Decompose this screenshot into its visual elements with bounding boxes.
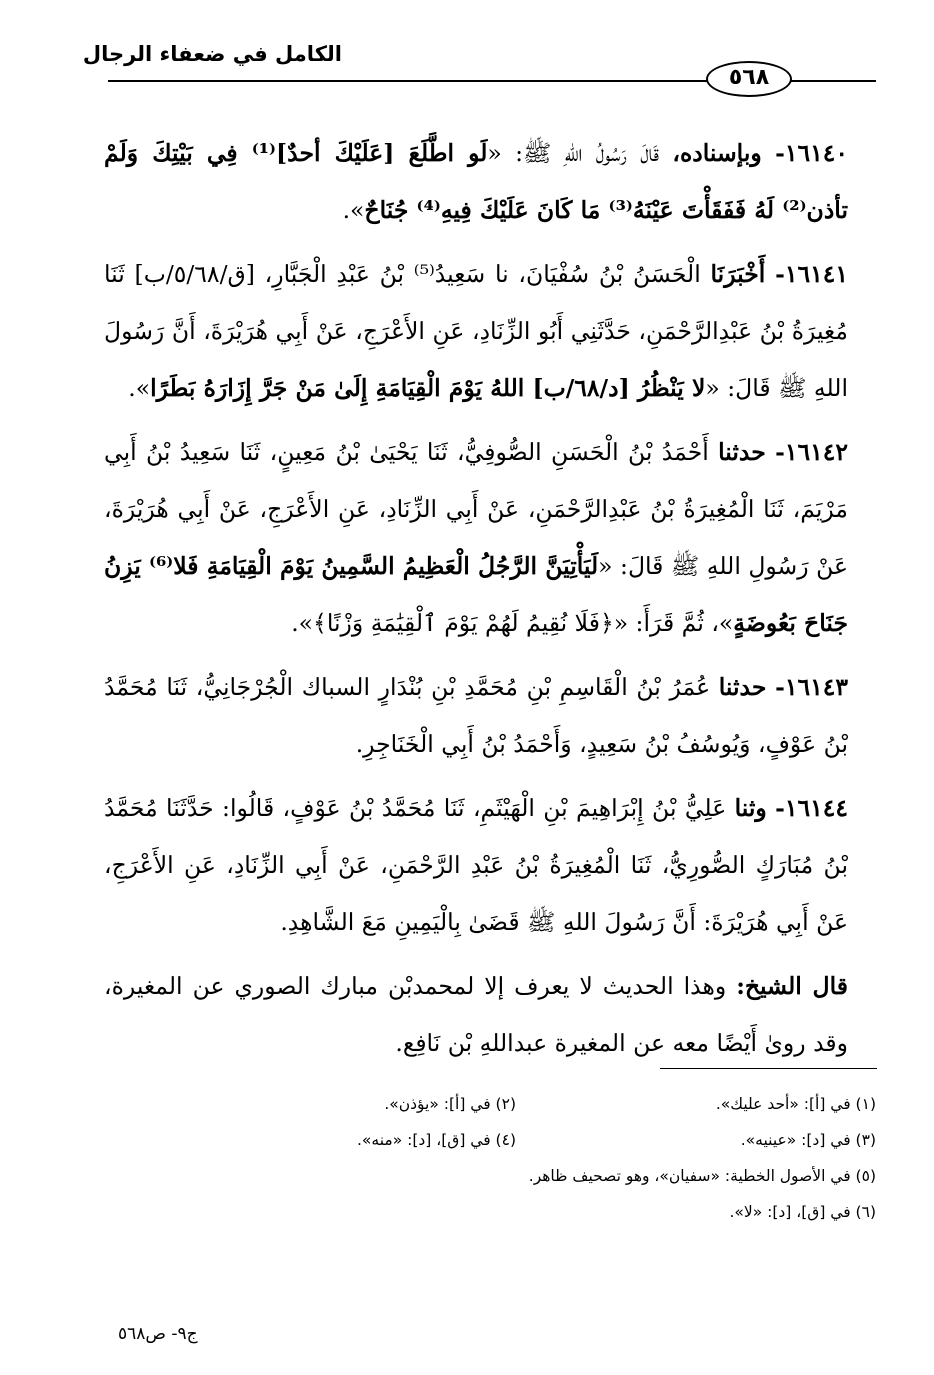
sheikh-comment [104, 958, 848, 1072]
footnote-separator [660, 1068, 877, 1069]
paragraph-text: أَحْمَدُ بْنُ الْحَسَنِ الصُّوفِيُّ، ثَنَا يَحْيَىٰ بْنُ مَعِينٍ، ثَنَا سَعِيدُ بْنُ أَبِي مَرْيَمَ، ثَنَا الْمُغِيرَةُ بْنُ عَبْدِالرَّحْمَنِ، عَنْ أَبِي الزِّنَادِ، عَنِ الأَعْرَجِ، عَنْ أَبِي هُرَيْرَةَ، عَنْ رَسُولِ اللهِ ﷺ قَالَ: « [104, 438, 848, 580]
footnotes [150, 1086, 876, 1230]
main-text [104, 125, 848, 1079]
paragraph-text: عَلِيُّ بْنُ إِبْرَاهِيمَ بْنِ الْهَيْثَمِ، ثَنَا مُحَمَّدُ بْنُ عَوْفٍ، قَالُوا: حَدَّثَنَا مُحَمَّدُ بْنُ مُبَارَكٍ الصُّورِيُّ، ثَنَا الْمُغِيرَةُ بْنُ عَبْدِ الرَّحْمَنِ، عَنْ أَبِي الزِّنَادِ، عَنِ الأَعْرَجِ، عَنْ أَبِي هُرَيْرَةَ: أَنَّ رَسُولَ اللهِ ﷺ قَضَىٰ بِالْيَمِينِ مَعَ الشَّاهِدِ. [104, 794, 848, 936]
hadith-number: ١٦١٤٣- [775, 673, 848, 701]
footnote-row [150, 1086, 876, 1122]
hadith-number: ١٦١٤٤- [775, 794, 848, 822]
paragraph-lead: وثنا [734, 794, 767, 822]
paragraph-lead: قال الشيخ: [736, 972, 848, 1000]
paragraph-text: عُمَرُ بْنُ الْقَاسِمِ بْنِ مُحَمَّدِ بْنِ بُنْدَارٍ السباك الْجُرْجَانِيُّ، ثَنَا مُحَمَّدُ بْنُ عَوْفٍ، وَيُوسُفُ بْنُ سَعِيدٍ، وَأَحْمَدُ بْنُ أَبِي الْخَنَاجِرِ. [104, 673, 848, 758]
footnote-6: (٦) في [ق]، [د]: «لا». [729, 1203, 876, 1221]
hadith-paragraph [104, 424, 848, 652]
hadith-paragraph [104, 246, 848, 417]
hadith-paragraph [104, 125, 848, 239]
hadith-text: لا يَنْظُرُ [د/٦٨/ب] اللهُ يَوْمَ الْقِيَامَةِ إِلَىٰ مَنْ جَرَّ إِزَارَهُ بَطَرًا [150, 374, 706, 402]
hadith-number: ١٦١٤٢- [775, 438, 848, 466]
footnote-5: (٥) في الأصول الخطية: «سفيان»، وهو تصحيف ظاهر. [528, 1167, 876, 1185]
footnote-row [150, 1194, 876, 1230]
footnote-1: (١) في [أ]: «أحد عليك». [715, 1095, 876, 1113]
footnote-2: (٢) في [أ]: «يؤذن». [384, 1095, 516, 1113]
hadith-paragraph [104, 780, 848, 951]
hadith-paragraph [104, 659, 848, 773]
paragraph-lead: وبإسناده، [672, 139, 762, 167]
paragraph-tail: »، ثُمَّ قَرَأَ: «﴿فَلَا نُقِيمُ لَهُمْ يَوْمَ ٱلْقِيَٰمَةِ وَزْنًا﴾». [291, 609, 734, 637]
paragraph-tail: ». [342, 196, 365, 224]
volume-page-footer: ج٩- ص٥٦٨ [118, 1324, 198, 1344]
paragraph-lead: أَخْبَرَنَا [710, 260, 766, 288]
hadith-number: ١٦١٤١- [775, 260, 848, 288]
paragraph-lead: حدثنا [718, 438, 766, 466]
hadith-text: لَيَأْتِيَنَّ الرَّجُلُ الْعَظِيمُ السَّمِينُ يَوْمَ الْقِيَامَةِ فَلا⁽⁶⁾ يَزِنُ جَنَاحَ بَعُوضَةٍ [104, 552, 848, 637]
book-title: الكامل في ضعفاء الرجال [82, 42, 342, 66]
page-number-badge: ٥٦٨ [706, 61, 792, 97]
paragraph-text: قَالَ رَسُولُ اللهِ ﷺ: « [487, 139, 659, 167]
footnote-3: (٣) في [د]: «عينيه». [740, 1131, 876, 1149]
hadith-number: ١٦١٤٠- [775, 139, 848, 167]
footnote-row [150, 1122, 876, 1158]
hadith-text: لَو اطَّلَعَ [عَلَيْكَ أحدٌ]⁽¹⁾ فِي بَيْتِكَ وَلَمْ تأذن⁽²⁾ لَهُ فَفَقَأْتَ عَيْنَهُ⁽³⁾ مَا كَانَ عَلَيْكَ فِيهِ⁽⁴⁾ جُنَاحٌ [104, 139, 848, 224]
paragraph-tail: ». [128, 374, 151, 402]
footnote-row [150, 1158, 876, 1194]
paragraph-lead: حدثنا [718, 673, 767, 701]
footnote-4: (٤) في [ق]، [د]: «منه». [357, 1131, 516, 1149]
paragraph-text: وهذا الحديث لا يعرف إلا لمحمدبْن مبارك الصوري عن المغيرة، وقد روىٰ أَيْضًا معه عن المغيرة عبداللهِ بْن نَافِع. [104, 972, 848, 1057]
paragraph-text: الْحَسَنُ بْنُ سُفْيَانَ، نا سَعِيدُ⁽⁵⁾ بْنُ عَبْدِ الْجَبَّارِ، [ق/٥/٦٨/ب] ثَنَا مُغِيرَةُ بْنُ عَبْدِالرَّحْمَنِ، حَدَّثَنِي أَبُو الزِّنَادِ، عَنِ الأَعْرَجِ، عَنْ أَبِي هُرَيْرَةَ، أَنَّ رَسُولَ اللهِ ﷺ قَالَ: « [104, 260, 848, 402]
